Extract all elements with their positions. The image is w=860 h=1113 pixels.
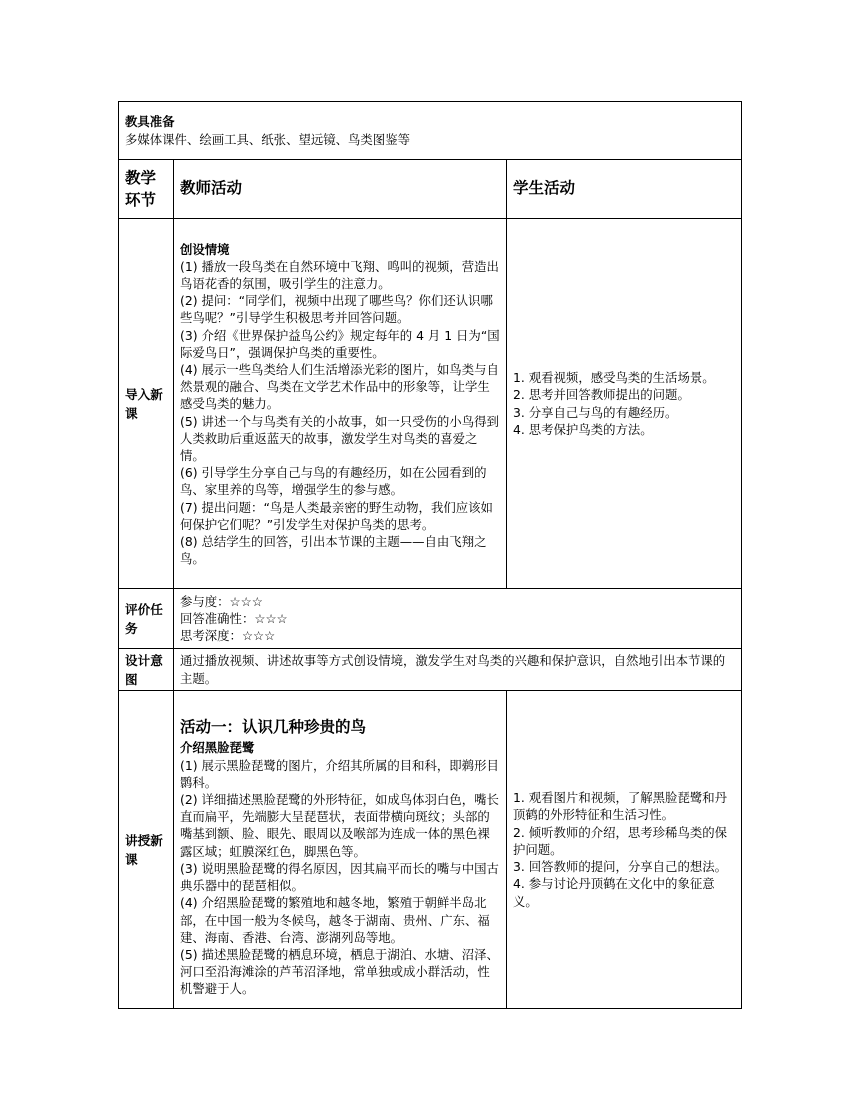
intro-student-item-3: 3. 分享自己与鸟的有趣经历。 <box>513 404 678 420</box>
lecture-item-3: (3) 说明黑脸琵鹭的得名原因，因其扁平而长的嘴与中国古典乐器中的琵琶相似。 <box>180 860 499 894</box>
header-stage: 教学环节 <box>119 160 174 219</box>
intro-student-item-2: 2. 思考并回答教师提出的问题。 <box>513 387 690 403</box>
evaluation-depth: 思考深度：☆☆☆ <box>180 628 276 644</box>
lecture-item-4: (4) 介绍黑脸琵鹭的繁殖地和越冬地，繁殖于朝鲜半岛北部，在中国一般为冬候鸟，越冬于湖南、贵州、广东、福建、海南、香港、台湾、澎湖列岛等地。 <box>180 895 490 945</box>
lesson-plan-table <box>118 101 742 1009</box>
prep-title: 教具准备 <box>125 114 175 130</box>
evaluation-accuracy: 回答准确性：☆☆☆ <box>180 610 288 626</box>
intro-item-2: (2) 提问：“同学们，视频中出现了哪些鸟？你们还认识哪些鸟呢？”引导学生积极思考并回答问题。 <box>180 293 493 326</box>
evaluation-stage: 评价任务 <box>119 589 174 649</box>
lecture-student-cell <box>507 691 742 1009</box>
lecture-subtitle: 介绍黑脸琵鹭 <box>180 740 255 756</box>
intro-stage: 导入新课 <box>119 219 174 589</box>
intro-item-6: (6) 引导学生分享自己与鸟的有趣经历，如在公园看到的鸟、家里养的鸟等，增强学生的参与感。 <box>180 465 487 498</box>
lecture-activity-title: 活动一：认识几种珍贵的鸟 <box>180 718 367 737</box>
intro-student-item-4: 4. 思考保护鸟类的方法。 <box>513 421 653 437</box>
intro-teacher-cell <box>174 219 507 589</box>
intro-item-5: (5) 讲述一个与鸟类有关的小故事，如一只受伤的小鸟得到人类救助后重返蓝天的故事，激发学生对鸟类的喜爱之情。 <box>180 413 499 463</box>
lecture-student-item-2: 2. 倾听教师的介绍，思考珍稀鸟类的保护问题。 <box>513 824 728 857</box>
header-student: 学生活动 <box>507 160 742 219</box>
design-stage: 设计意图 <box>119 649 174 691</box>
lecture-student-item-4: 4. 参与讨论丹顶鹤在文化中的象征意义。 <box>513 876 715 909</box>
lecture-student-item-3: 3. 回答教师的提问，分享自己的想法。 <box>513 859 728 875</box>
header-teacher: 教师活动 <box>174 160 507 219</box>
lecture-item-2: (2) 详细描述黑脸琵鹭的外形特征，如成鸟体羽白色，嘴长直而扁平，先端膨大呈琵琶状，表面带横向斑纹；头部的嘴基到额、脸、眼先、眼周以及喉部为连成一体的黑色裸露区域；虹膜深红色，脚黑色等。 <box>180 792 499 859</box>
evaluation-participation: 参与度：☆☆☆ <box>180 593 263 609</box>
design-row <box>119 649 742 691</box>
intro-item-3: (3) 介绍《世界保护益鸟公约》规定每年的 4 月 1 日为“国际爱鸟日”，强调保护鸟类的重要性。 <box>180 327 500 360</box>
intro-student-item-1: 1. 观看视频，感受鸟类的生活场景。 <box>513 370 715 386</box>
lecture-item-1: (1) 展示黑脸琵鹭的图片，介绍其所属的目和科，即鹈形目鹮科。 <box>180 757 499 790</box>
prep-content: 多媒体课件、绘画工具、纸张、望远镜、鸟类图鉴等 <box>125 131 410 147</box>
intro-row <box>119 219 742 589</box>
intro-item-7: (7) 提出问题：“鸟是人类最亲密的野生动物，我们应该如何保护它们呢？”引发学生对保护鸟类的思考。 <box>180 499 493 532</box>
lecture-teacher-cell <box>174 691 507 1009</box>
lecture-item-5: (5) 描述黑脸琵鹭的栖息环境，栖息于湖泊、水塘、沼泽、河口至沿海滩涂的芦苇沼泽地，常单独或成小群活动，性机警避于人。 <box>180 946 499 997</box>
intro-item-8: (8) 总结学生的回答，引出本节课的主题——自由飞翔之鸟。 <box>180 534 487 567</box>
intro-item-1: (1) 播放一段鸟类在自然环境中飞翔、鸣叫的视频，营造出鸟语花香的氛围，吸引学生的注意力。 <box>180 258 499 291</box>
lecture-student-item-1: 1. 观看图片和视频，了解黑脸琵鹭和丹顶鹤的外形特征和生活习性。 <box>513 790 728 823</box>
intro-title: 创设情境 <box>180 241 230 257</box>
header-row <box>119 160 742 219</box>
prep-cell <box>119 102 742 160</box>
lecture-row <box>119 691 742 1009</box>
design-content: 通过播放视频、讲述故事等方式创设情境，激发学生对鸟类的兴趣和保护意识，自然地引出本节课的主题。 <box>174 649 742 691</box>
intro-item-4: (4) 展示一些鸟类给人们生活增添光彩的图片，如鸟类与自然景观的融合、鸟类在文学艺术作品中的形象等，让学生感受鸟类的魅力。 <box>180 361 499 412</box>
lecture-stage: 讲授新课 <box>119 691 174 1009</box>
evaluation-row <box>119 589 742 649</box>
intro-student-cell <box>507 219 742 589</box>
prep-row <box>119 102 742 160</box>
evaluation-cell <box>174 589 742 649</box>
